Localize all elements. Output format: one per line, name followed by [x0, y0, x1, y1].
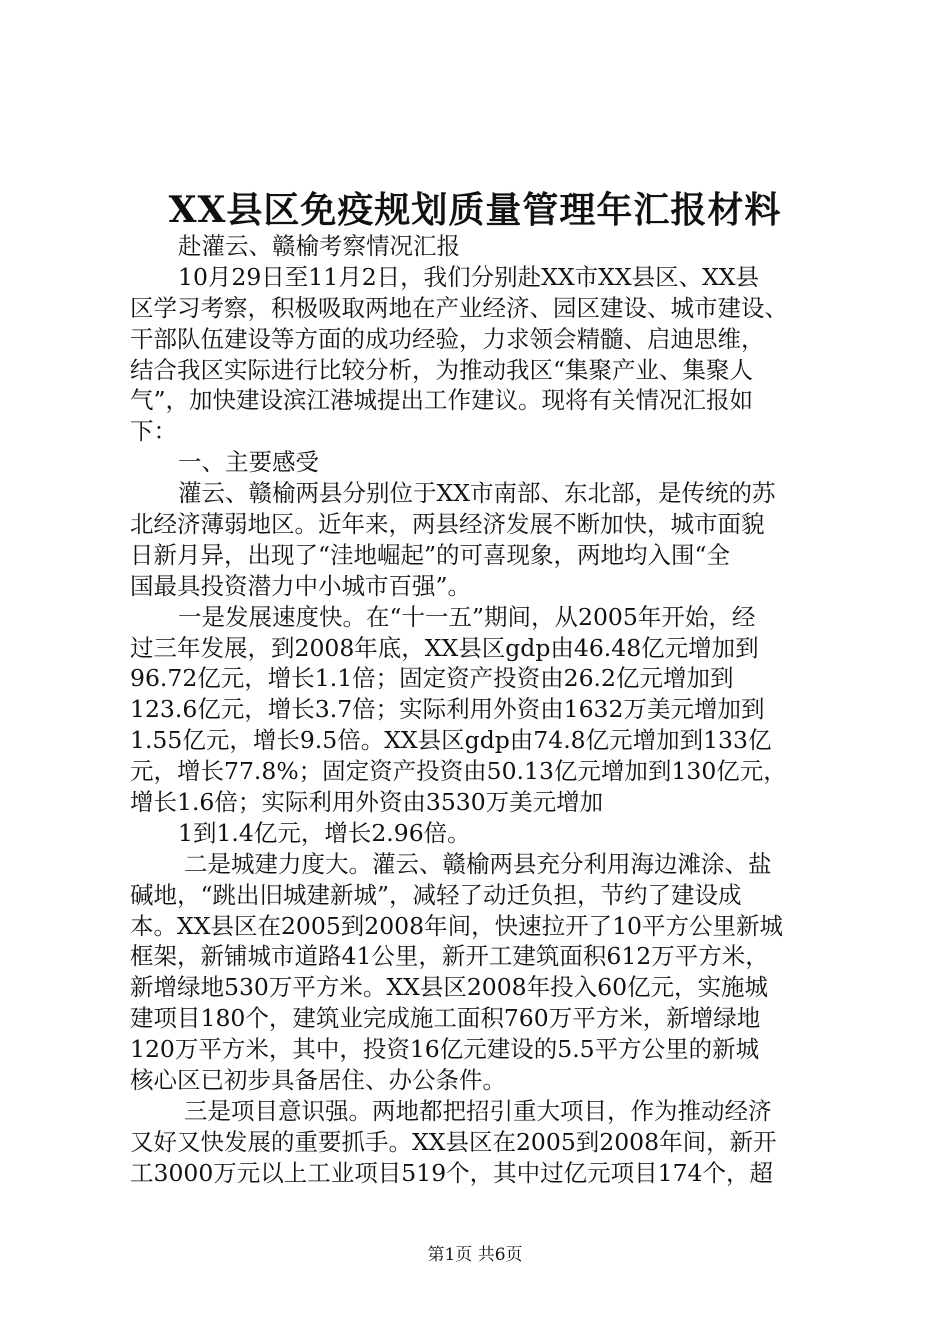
- text-line: 气”，加快建设滨江港城提出工作建议。现将有关情况汇报如: [130, 386, 754, 415]
- text-line: 北经济薄弱地区。近年来，两县经济发展不断加快，城市面貌: [130, 510, 765, 539]
- text-line: 96.72亿元，增长1.1倍；固定资产投资由26.2亿元增加到: [130, 664, 734, 693]
- text-line: 元，增长77.8%；固定资产投资由50.13亿元增加到130亿元，: [130, 757, 787, 786]
- text-line: 增长1.6倍；实际利用外资由3530万美元增加: [130, 788, 604, 817]
- text-line: 过三年发展，到2008年底，XX县区gdp由46.48亿元增加到: [130, 633, 759, 662]
- text-line: 日新月异，出现了“洼地崛起”的可喜现象，两地均入围“全: [130, 540, 731, 569]
- text-line: 建项目180个，建筑业完成施工面积760万平方米，新增绿地: [130, 1004, 761, 1033]
- text-line: 赴灌云、赣榆考察情况汇报: [178, 232, 460, 260]
- text-line: 1到1.4亿元，增长2.96倍。: [178, 818, 471, 847]
- text-line: 框架，新铺城市道路41公里，新开工建筑面积612万平方米，: [130, 942, 769, 971]
- text-line: 1.55亿元，增长9.5倍。XX县区gdp由74.8亿元增加到133亿: [130, 726, 772, 755]
- document-body: [130, 231, 825, 1189]
- text-line: 下：: [130, 417, 177, 446]
- document-title: XX县区免疫规划质量管理年汇报材料: [168, 189, 782, 231]
- text-line: 120万平方米，其中，投资16亿元建设的5.5平方公里的新城: [130, 1035, 760, 1064]
- text-line: 区学习考察，积极吸取两地在产业经济、园区建设、城市建设、: [130, 293, 788, 322]
- text-line: 10月29日至11月2日，我们分别赴XX市XX县区、XX县: [178, 262, 760, 291]
- text-line: 工3000万元以上工业项目519个，其中过亿元项目174个，超: [130, 1158, 774, 1187]
- text-line: 123.6亿元，增长3.7倍；实际利用外资由1632万美元增加到: [130, 695, 765, 724]
- text-line: 干部队伍建设等方面的成功经验，力求领会精髓、启迪思维，: [130, 324, 765, 353]
- text-line: 新增绿地530万平方米。XX县区2008年投入60亿元，实施城: [130, 973, 769, 1002]
- text-line: 又好又快发展的重要抓手。XX县区在2005到2008年间，新开: [130, 1127, 777, 1156]
- text-line: 碱地，“跳出旧城建新城”，减轻了动迁负担，节约了建设成: [130, 880, 742, 909]
- text-line: 三是项目意识强。两地都把招引重大项目，作为推动经济: [184, 1096, 772, 1125]
- text-line: 结合我区实际进行比较分析，为推动我区“集聚产业、集聚人: [130, 355, 754, 384]
- section-heading: 一、主要感受: [178, 448, 319, 477]
- text-line: 灌云、赣榆两县分别位于XX市南部、东北部，是传统的苏: [178, 479, 776, 508]
- text-line: 本。XX县区在2005到2008年间，快速拉开了10平方公里新城: [130, 911, 783, 940]
- text-line: 国最具投资潜力中小城市百强”。: [130, 571, 472, 600]
- text-line: 核心区已初步具备居住、办公条件。: [130, 1066, 506, 1095]
- page-indicator: 第1页 共6页: [427, 1245, 523, 1265]
- text-line: 一是发展速度快。在“十一五”期间，从2005年开始，经: [178, 602, 756, 631]
- text-line: 二是城建力度大。灌云、赣榆两县充分利用海边滩涂、盐: [184, 849, 772, 878]
